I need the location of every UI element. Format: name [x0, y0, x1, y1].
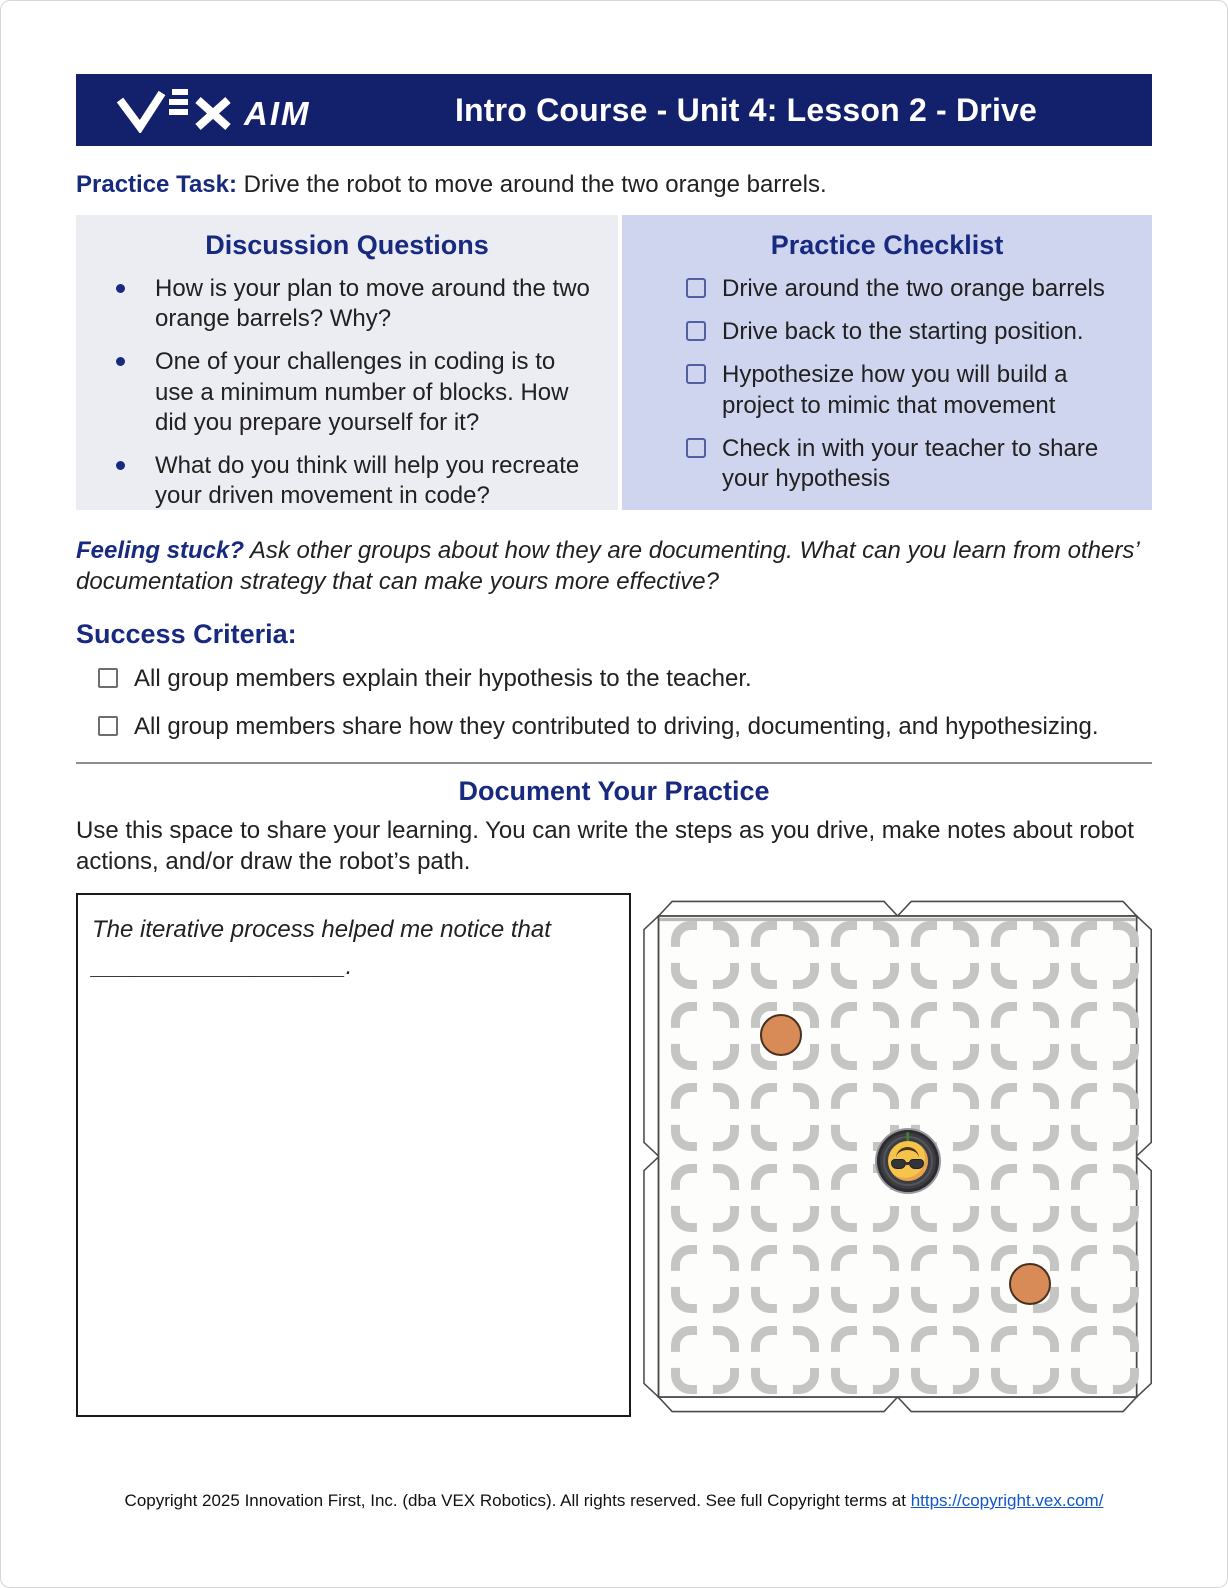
- practice-checklist-list: [640, 274, 1134, 494]
- checkbox[interactable]: [686, 364, 706, 384]
- note-prompt: The iterative process helped me notice that ___________________.: [92, 916, 551, 981]
- checklist-item-text: Check in with your teacher to share your hypothesis: [722, 434, 1099, 493]
- checklist-item-text: Drive back to the starting position.: [722, 318, 1084, 346]
- success-criteria-item: [98, 712, 1148, 742]
- robot-sunglasses-icon: [891, 1159, 924, 1169]
- practice-checklist-title: Practice Checklist: [770, 230, 1004, 260]
- document-practice-title: Document Your Practice: [458, 775, 770, 806]
- document-practice-intro: Use this space to share your learning. You can write the steps as you drive, make notes about robot actions, and/or draw the robot’s path.: [76, 816, 1134, 876]
- vex-aim-logo: [114, 87, 366, 133]
- documentation-row: [76, 893, 1152, 1420]
- worksheet-page: [1, 74, 1227, 1420]
- success-criteria-item: [98, 664, 1148, 694]
- practice-task-text: Drive the robot to move around the two orange barrels.: [243, 171, 827, 198]
- success-criteria-title: Success Criteria:: [76, 619, 297, 650]
- aim-field: [643, 893, 1152, 1420]
- discussion-question: [116, 347, 596, 438]
- checklist-item-text: Hypothesize how you will build a project to mimic that movement: [722, 361, 1068, 419]
- bullet-icon: [116, 284, 125, 293]
- orange-barrel: [760, 1014, 802, 1056]
- checklist-item-text: Drive around the two orange barrels: [722, 275, 1105, 302]
- feeling-stuck-note: [76, 536, 1152, 597]
- discussion-question: [116, 274, 596, 334]
- checkbox[interactable]: [686, 321, 706, 341]
- discussion-question-text: One of your challenges in coding is to use a minimum number of blocks. How did you prepare yourself for it?: [155, 348, 569, 436]
- robot-face: [888, 1141, 928, 1181]
- footer-copyright: [1, 1491, 1227, 1511]
- feeling-stuck-text: Ask other groups about how they are documenting. What can you learn from others’ documentation strategy that can make yours more effective?: [76, 537, 1139, 595]
- practice-task-label: Practice Task:: [76, 171, 237, 198]
- checkbox[interactable]: [98, 716, 118, 736]
- feeling-stuck-label: Feeling stuck?: [76, 537, 245, 564]
- orange-barrel: [1009, 1263, 1051, 1305]
- checklist-item: [686, 360, 1130, 420]
- header-title: Intro Course - Unit 4: Lesson 2 - Drive: [454, 91, 1038, 128]
- checklist-item: [686, 434, 1130, 494]
- copyright-link[interactable]: https://copyright.vex.com/: [910, 1491, 1104, 1510]
- copyright-text: Copyright 2025 Innovation First, Inc. (dba VEX Robotics). All rights reserved. See full Copyright terms at: [124, 1491, 911, 1510]
- success-criteria-section: [76, 619, 1152, 741]
- aim-robot: [877, 1130, 939, 1192]
- documentation-notes-box[interactable]: [76, 893, 631, 1417]
- section-divider: [76, 762, 1152, 764]
- checkbox[interactable]: [98, 668, 118, 688]
- robot-brow-icon: [896, 1147, 919, 1158]
- checkbox[interactable]: [686, 278, 706, 298]
- sunglass-lens-right: [909, 1159, 924, 1169]
- success-criteria-text: All group members share how they contributed to driving, documenting, and hypothesizing.: [134, 712, 1099, 740]
- logo-aim-text: AIM: [244, 95, 311, 132]
- practice-checklist-panel: [622, 215, 1152, 510]
- success-criteria-text: All group members explain their hypothesis to the teacher.: [134, 665, 752, 693]
- practice-task-line: [76, 170, 1152, 200]
- bullet-icon: [116, 461, 125, 470]
- checkbox[interactable]: [686, 438, 706, 458]
- discussion-question: [116, 451, 596, 511]
- success-criteria-list: [76, 664, 1152, 741]
- discussion-questions-panel: [76, 215, 618, 510]
- discussion-question-text: How is your plan to move around the two orange barrels? Why?: [155, 275, 590, 333]
- field-pieces: [659, 909, 1151, 1404]
- robot-stem-icon: [906, 1132, 910, 1141]
- bullet-icon: [116, 357, 125, 366]
- field-surface: [659, 909, 1151, 1404]
- header-banner: [76, 74, 1152, 146]
- discussion-questions-title: Discussion Questions: [205, 230, 489, 260]
- sunglass-lens-left: [891, 1159, 906, 1169]
- discussion-questions-list: [94, 274, 600, 512]
- panels-row: [76, 215, 1152, 510]
- checklist-item: [686, 274, 1130, 304]
- checklist-item: [686, 317, 1130, 347]
- discussion-question-text: What do you think will help you recreate your driven movement in code?: [155, 452, 580, 510]
